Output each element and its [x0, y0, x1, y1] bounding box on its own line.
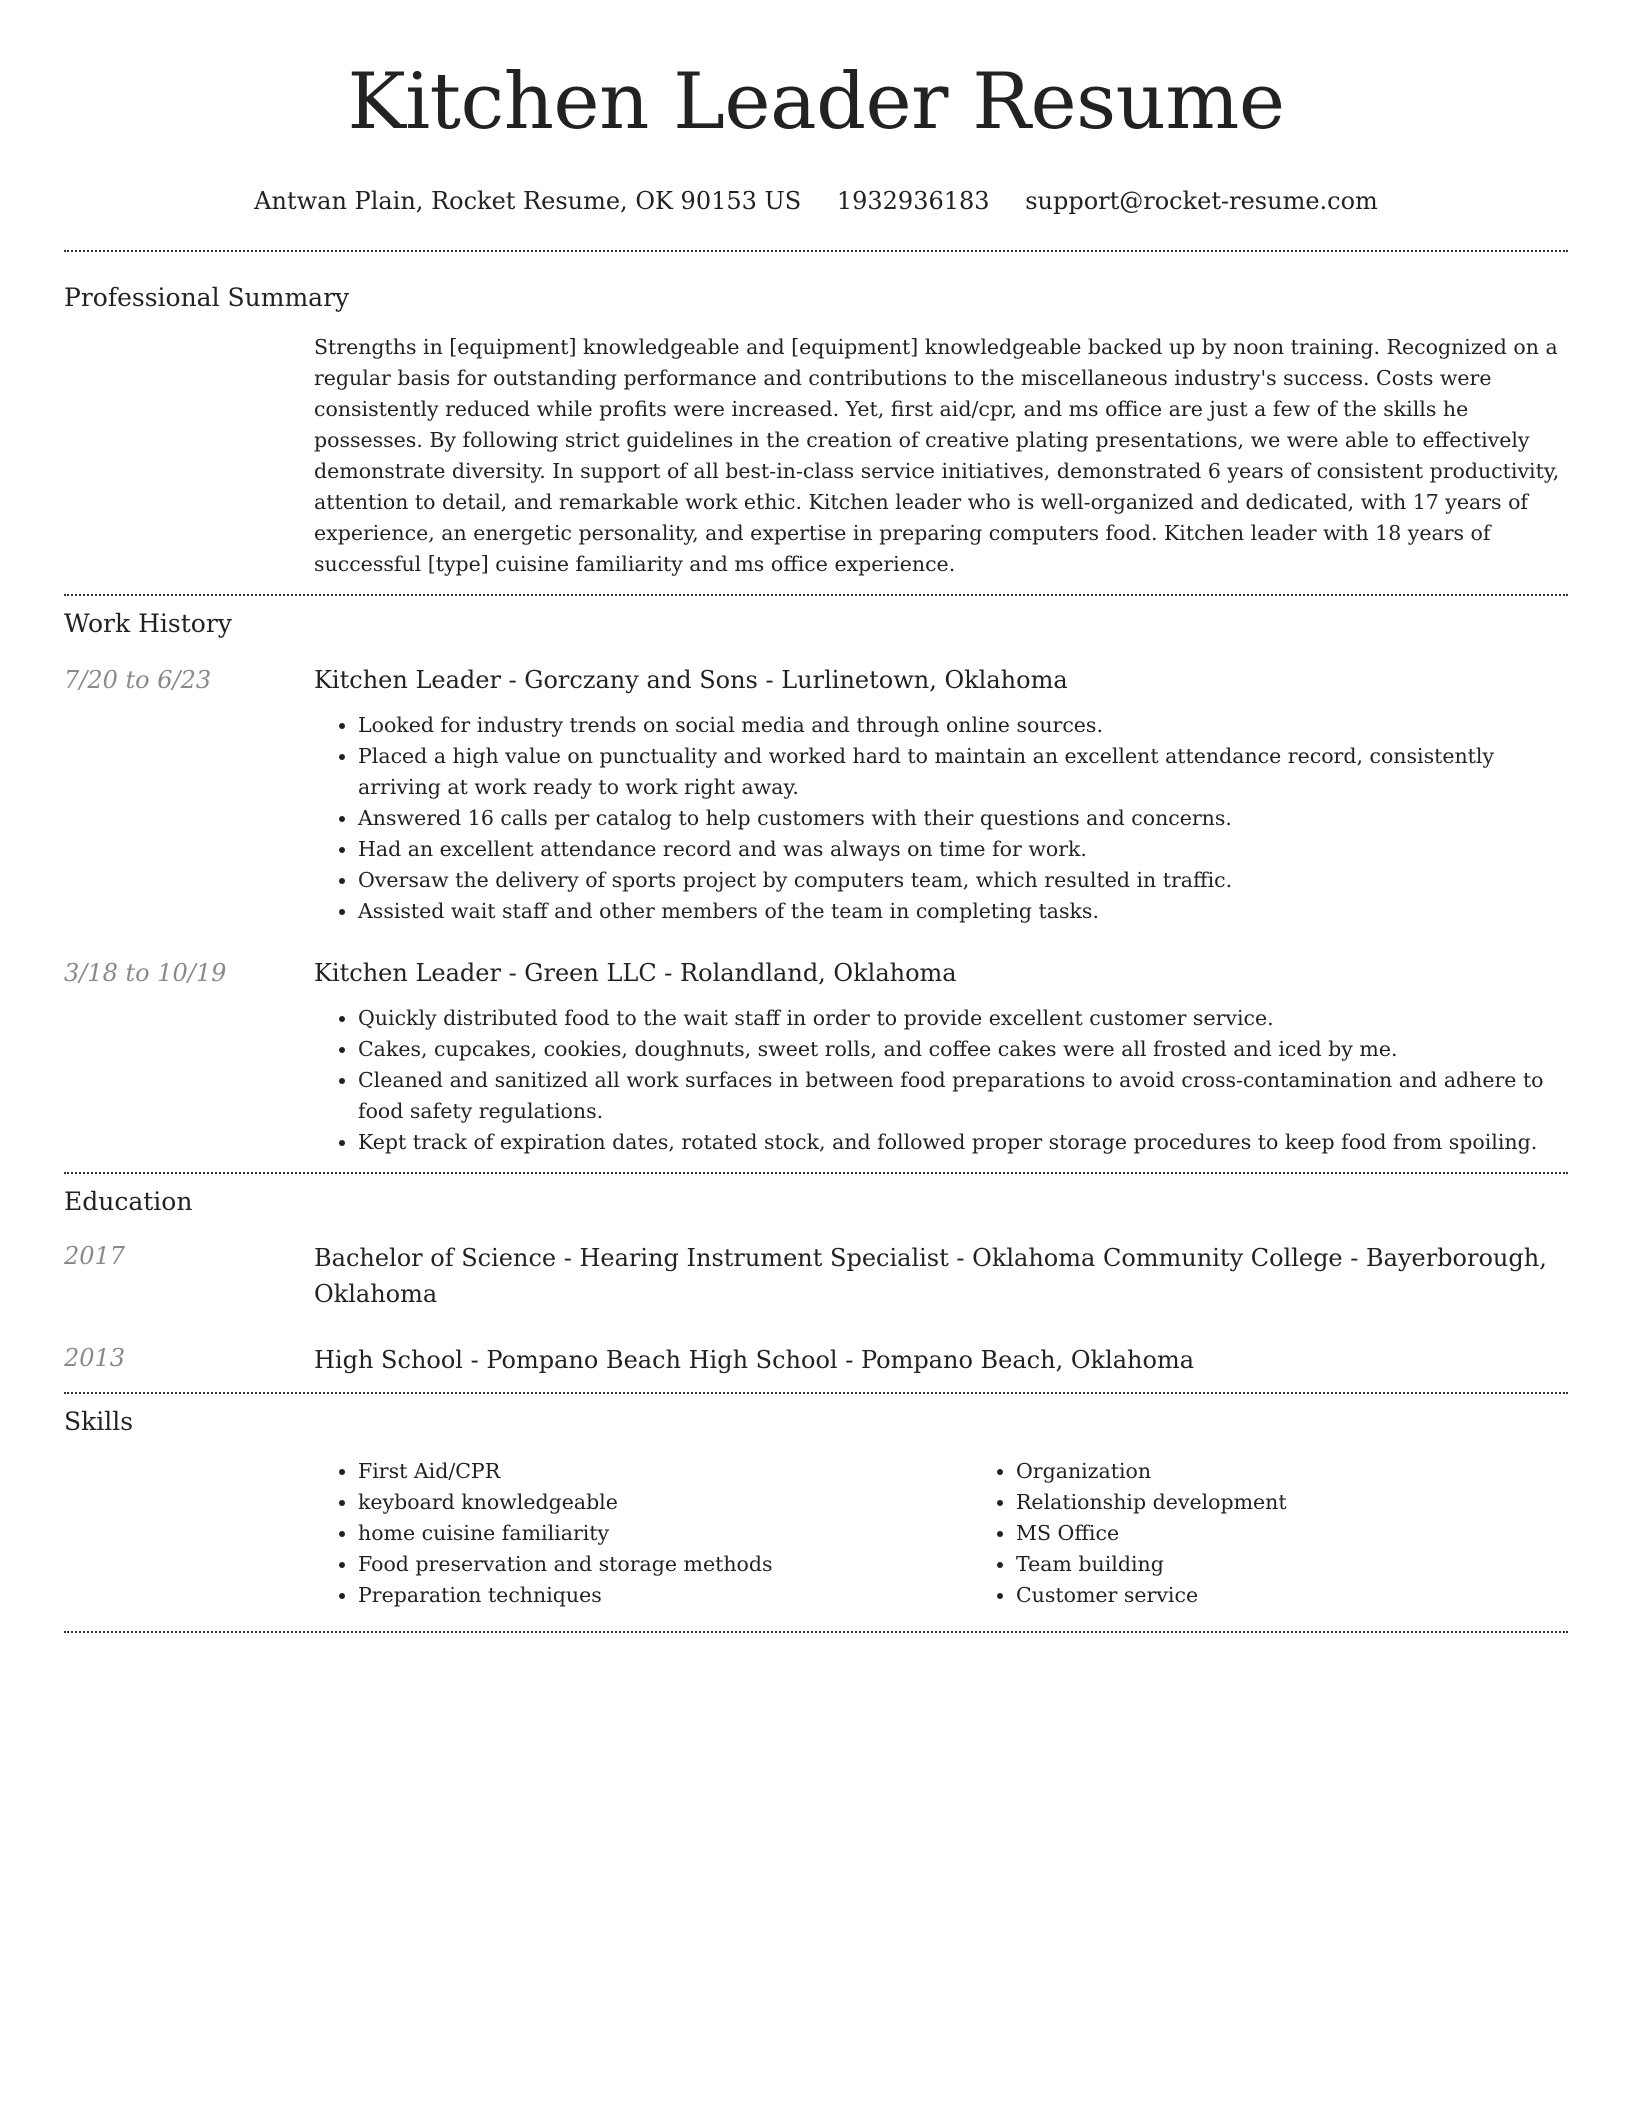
- education-section: [64, 1186, 1568, 1378]
- skill-item: • First Aid/CPR: [358, 1456, 972, 1487]
- job-title: [314, 957, 1568, 989]
- contact-phone: 1932936183: [836, 187, 990, 215]
- contact-email: support@rocket-resume.com: [1025, 187, 1378, 215]
- job-dates: 7/20 to 6/23: [64, 666, 212, 694]
- list-item: • Cakes, cupcakes, cookies, doughnuts, sweet rolls, and coffee cakes were all frosted and iced by me.: [358, 1034, 1568, 1065]
- list-item: • Answered 16 calls per catalog to help customers with their questions and concerns.: [358, 803, 1568, 834]
- contact-address: Antwan Plain, Rocket Resume, OK 90153 US: [254, 187, 802, 215]
- skills-section: [64, 1406, 1568, 1611]
- list-item: • Looked for industry trends on social media and through online sources.: [358, 710, 1568, 741]
- summary-heading: Professional Summary: [64, 283, 350, 312]
- education-heading: Education: [64, 1187, 193, 1216]
- education-degree: Bachelor of Science - Hearing Instrument Specialist: [314, 1244, 949, 1272]
- education-title: [314, 1342, 1568, 1378]
- skill-item: • home cuisine familiarity: [358, 1518, 972, 1549]
- contact-line: [64, 186, 1568, 216]
- job-role: Kitchen Leader: [314, 666, 501, 694]
- education-entry: [64, 1342, 1568, 1378]
- section-divider: [64, 250, 1568, 252]
- skill-item: • keyboard knowledgeable: [358, 1487, 972, 1518]
- section-divider: [64, 594, 1568, 596]
- list-item: • Quickly distributed food to the wait staff in order to provide excellent customer service.: [358, 1003, 1568, 1034]
- education-year: 2013: [64, 1344, 126, 1372]
- skill-item: • Organization: [1016, 1456, 1568, 1487]
- education-degree: High School: [314, 1346, 463, 1374]
- skills-list: [314, 1456, 1568, 1611]
- list-item: • Kept track of expiration dates, rotated stock, and followed proper storage procedures to keep food from spoiling.: [358, 1127, 1568, 1158]
- work-heading: Work History: [64, 609, 232, 638]
- skill-item: • Preparation techniques: [358, 1580, 972, 1611]
- skill-item: • Relationship development: [1016, 1487, 1568, 1518]
- resume-header: [64, 0, 1568, 216]
- section-divider: [64, 1392, 1568, 1394]
- job-title: [314, 664, 1568, 696]
- work-section: [64, 608, 1568, 1158]
- education-year: 2017: [64, 1242, 126, 1270]
- skills-column-left: [314, 1456, 972, 1611]
- job-entry: [64, 957, 1568, 1158]
- job-bullets: [314, 1003, 1568, 1158]
- job-bullets: [314, 710, 1568, 927]
- resume-title: Kitchen Leader Resume: [347, 57, 1285, 147]
- job-entry: [64, 664, 1568, 927]
- skill-item: • Team building: [1016, 1549, 1568, 1580]
- education-title: [314, 1240, 1568, 1312]
- list-item: • Had an excellent attendance record and was always on time for work.: [358, 834, 1568, 865]
- job-dates: 3/18 to 10/19: [64, 959, 227, 987]
- list-item: • Cleaned and sanitized all work surfaces in between food preparations to avoid cross-contamination and adhere to food safety regulations.: [358, 1065, 1568, 1127]
- section-divider: [64, 1631, 1568, 1633]
- job-company: - Green LLC - Rolandland, Oklahoma: [500, 959, 957, 987]
- list-item: • Assisted wait staff and other members of the team in completing tasks.: [358, 896, 1568, 927]
- job-company: - Gorczany and Sons - Lurlinetown, Oklahoma: [500, 666, 1068, 694]
- education-school: - Oklahoma Community College - Bayerborough, Oklahoma: [314, 1244, 1547, 1308]
- job-role: Kitchen Leader: [314, 959, 501, 987]
- section-divider: [64, 1172, 1568, 1174]
- education-entry: [64, 1240, 1568, 1312]
- skill-item: • Customer service: [1016, 1580, 1568, 1611]
- summary-text: Strengths in [equipment] knowledgeable and [equipment] knowledgeable backed up by noon training. Recognized on a regular basis for outstanding performance and contributions to the miscellaneous industry's success. Costs were consistently reduced while profits were increased. Yet, first aid/cpr, and ms office are just a few of the skills he possesses. By following strict guidelines in the creation of creative plating presentations, we were able to effectively demonstrate diversity. In support of all best-in-class service initiatives, demonstrated 6 years of consistent productivity, attention to detail, and remarkable work ethic. Kitchen leader who is well-organized and dedicated, with 17 years of experience, an energetic personality, and expertise in preparing computers food. Kitchen leader with 18 years of successful [type] cuisine familiarity and ms office experience.: [314, 335, 1560, 576]
- education-school: - Pompano Beach High School - Pompano Beach, Oklahoma: [462, 1346, 1195, 1374]
- summary-section: [64, 282, 1568, 580]
- skill-item: • MS Office: [1016, 1518, 1568, 1549]
- skills-heading: Skills: [64, 1407, 134, 1436]
- list-item: • Placed a high value on punctuality and worked hard to maintain an excellent attendance record, consistently arriving at work ready to work right away.: [358, 741, 1568, 803]
- skills-column-right: [972, 1456, 1568, 1611]
- list-item: • Oversaw the delivery of sports project by computers team, which resulted in traffic.: [358, 865, 1568, 896]
- skill-item: • Food preservation and storage methods: [358, 1549, 972, 1580]
